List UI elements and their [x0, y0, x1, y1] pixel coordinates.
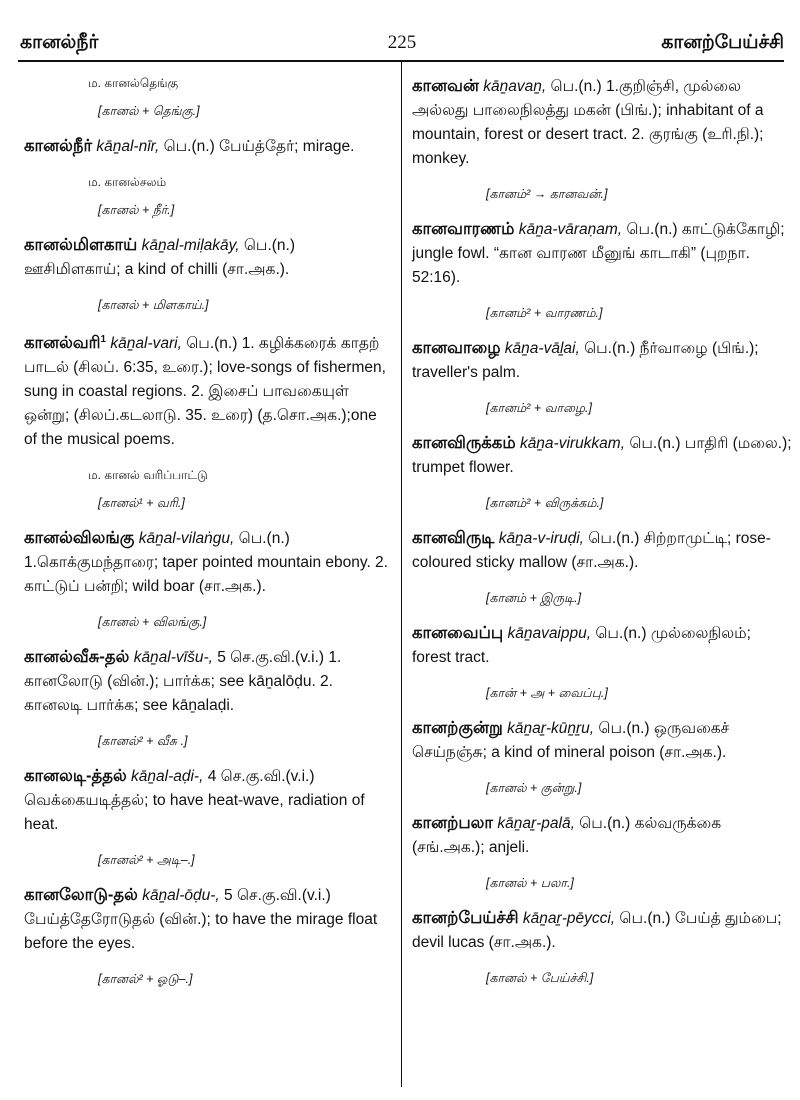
- definition: பெ.(n.) நீர்வாழை (பிங்.); traveller's palm.: [412, 340, 759, 381]
- page-number: 225: [387, 32, 417, 53]
- transliteration: kāṉal-vilaṅgu,: [138, 530, 235, 548]
- headword: கானல்விலங்கு: [24, 529, 135, 548]
- headword: கானவிருடி: [412, 529, 495, 547]
- definition: பெ.(n.) சிற்றாமுட்டி; rose-coloured sticky mallow (சா.அக.).: [412, 530, 771, 571]
- left-column: [24, 74, 392, 988]
- etymology: [கானல்² + ஓடு–.]: [98, 972, 193, 987]
- etymology: [கானல் + பேய்ச்சி.]: [486, 971, 594, 985]
- dictionary-entry: [24, 233, 392, 282]
- etymology: [கானல் + தெங்கு.]: [98, 104, 200, 118]
- headword: கானவிருக்கம்: [412, 434, 516, 452]
- definition: பெ.(n.) 1.கொக்குமந்தாரை; taper pointed mountain ebony. 2. காட்டுப் பன்றி; wild boar (சா.அக.).: [24, 530, 388, 596]
- dictionary-entry: [24, 645, 392, 718]
- definition: பெ.(n.) பாதிரி (மலை.); trumpet flower.: [412, 435, 792, 476]
- dictionary-entry: [412, 716, 792, 765]
- cognate: ம. கானல்தெங்கு: [88, 76, 179, 90]
- dictionary-entry: [412, 431, 792, 480]
- dictionary-entry: [412, 811, 792, 860]
- transliteration: kāṉal-vīšu-,: [133, 649, 213, 667]
- transliteration: kāṉaṟ-palā,: [497, 815, 575, 832]
- definition: 4 செ.கு.வி.(v.i.) வெக்கையடித்தல்; to have heat-wave, radiation of heat.: [24, 768, 365, 834]
- headword: கானல்வீசு-தல்: [24, 648, 130, 667]
- transliteration: kāṉal-miḷakāy,: [141, 237, 240, 254]
- headword: கானலோடு-தல்: [24, 886, 138, 905]
- headword: கானல்வரி: [24, 334, 101, 353]
- left-guide-word: கானல்நீர்: [20, 32, 99, 53]
- definition: 5 செ.கு.வி.(v.i.) 1. கானலோடு (வின்.); பார்க்க; see kāṉalōḍu. 2. கானலடி பார்க்க; see kāṉalaḍi.: [24, 649, 342, 715]
- headword: கானவைப்பு: [412, 624, 504, 642]
- dictionary-entry: [412, 217, 792, 290]
- dictionary-entry: [412, 74, 792, 171]
- dictionary-entry: [24, 328, 392, 452]
- dictionary-entry: [24, 134, 392, 159]
- dictionary-entry: [412, 336, 792, 385]
- dictionary-entry: [412, 906, 792, 955]
- headword: கானலடி-த்தல்: [24, 767, 127, 786]
- definition: 5 செ.கு.வி.(v.i.) பேய்த்தேரோடுதல் (வின்.); to have the mirage float before the eyes.: [24, 887, 378, 953]
- definition: பெ.(n.) 1. கழிக்கரைக் காதற் பாடல் (சிலப். 6:35, உரை.); love-songs of fishermen, sung in coastal regions. 2. இசைப் பாவகையுள் ஒன்று; (சிலப்.கடலாடு. 35. உரை) (த.சொ.அக.);one of the musical poems.: [24, 335, 386, 449]
- transliteration: kāṉaṟ-kūṉṟu,: [507, 720, 595, 737]
- dictionary-entry: [24, 764, 392, 837]
- definition: பெ.(n.) கல்வருக்கை (சங்.அக.); anjeli.: [412, 815, 722, 856]
- dictionary-entry: [24, 883, 392, 956]
- transliteration: kāṉal-vari,: [110, 335, 182, 353]
- transliteration: kāṉal-ōḍu-,: [142, 887, 220, 905]
- definition: பெ.(n.) முல்லைநிலம்; forest tract.: [412, 625, 751, 666]
- definition: பெ.(n.) காட்டுக்கோழி; jungle fowl. “கான வாரண மீனுங் காடாகி” (புறநா. 52:16).: [412, 221, 785, 286]
- etymology: [கானல் + பலா.]: [486, 876, 574, 890]
- etymology: [கானம்² + வாழை.]: [486, 401, 592, 415]
- headword: கானற்பலா: [412, 814, 494, 832]
- dictionary-entry: [412, 621, 792, 670]
- transliteration: kāṉa-v-iruḍi,: [498, 530, 584, 547]
- etymology: [கானல்² + அடி–.]: [98, 853, 195, 868]
- column-divider: [401, 62, 402, 1087]
- dictionary-entry: [412, 526, 792, 575]
- definition: பெ.(n.) பேய்த் தும்பை; devil lucas (சா.அக.).: [412, 910, 782, 951]
- etymology: [கானல்¹ + வரி.]: [98, 496, 185, 511]
- transliteration: kāṉavaṉ,: [483, 78, 547, 95]
- right-column: [412, 74, 792, 987]
- transliteration: kāṉal-aḍi-,: [131, 768, 204, 786]
- page-header: [20, 32, 784, 60]
- cognate: ம. கானல்சலம்: [88, 175, 167, 189]
- definition: பெ.(n.) பேய்த்தேர்; mirage.: [159, 138, 355, 155]
- dictionary-entry: [24, 526, 392, 599]
- etymology: [கானம் + இருடி.]: [486, 591, 582, 605]
- headword: கானல்நீர்: [24, 137, 93, 155]
- transliteration: kāṉa-vāḻai,: [504, 340, 580, 357]
- etymology: [கானம்² + வாரணம்.]: [486, 306, 603, 320]
- etymology: [கானல்² + வீசு .]: [98, 734, 188, 749]
- headword: கானவாழை: [412, 339, 501, 357]
- transliteration: kāṉaṟ-pēycci,: [522, 910, 616, 927]
- definition: பெ.(n.) ஊசிமிளகாய்; a kind of chilli (சா.அக.).: [24, 237, 296, 278]
- definition: பெ.(n.) 1.குறிஞ்சி, முல்லை அல்லது பாலைநிலத்து மகன் (பிங்.); inhabitant of a mountain, forest or desert tract. 2. குரங்கு (உரி.நி.); monkey.: [412, 78, 764, 167]
- etymology: [கானம்² → கானவன்.]: [486, 187, 608, 201]
- etymology: [கானல் + நீர்.]: [98, 203, 175, 217]
- right-guide-word: கானற்பேய்ச்சி: [661, 32, 784, 53]
- etymology: [கானம்² + விருக்கம்.]: [486, 496, 604, 510]
- headword: கானவன்: [412, 77, 479, 95]
- definition: பெ.(n.) ஒருவகைச் செய்நஞ்சு; a kind of mineral poison (சா.அக.).: [412, 720, 730, 761]
- etymology: [கான் + அ + வைப்பு.]: [486, 686, 608, 700]
- headword: கானற்குன்று: [412, 719, 503, 737]
- etymology: [கானல் + மிளகாய்.]: [98, 298, 209, 312]
- etymology: [கானல் + குன்று.]: [486, 781, 582, 795]
- headword: கானற்பேய்ச்சி: [412, 909, 519, 927]
- transliteration: kāṉa-virukkam,: [519, 435, 626, 452]
- headword: கானல்மிளகாய்: [24, 236, 138, 254]
- headword: கானவாரணம்: [412, 220, 515, 238]
- cognate: ம. கானல் வரிப்பாட்டு: [88, 468, 208, 483]
- transliteration: kāṉal-nīr,: [96, 138, 160, 155]
- transliteration: kāṉavaippu,: [507, 625, 592, 642]
- homonym-number: 1: [100, 334, 107, 345]
- transliteration: kāṉa-vāraṇam,: [518, 221, 623, 238]
- etymology: [கானல் + விலங்கு.]: [98, 615, 207, 630]
